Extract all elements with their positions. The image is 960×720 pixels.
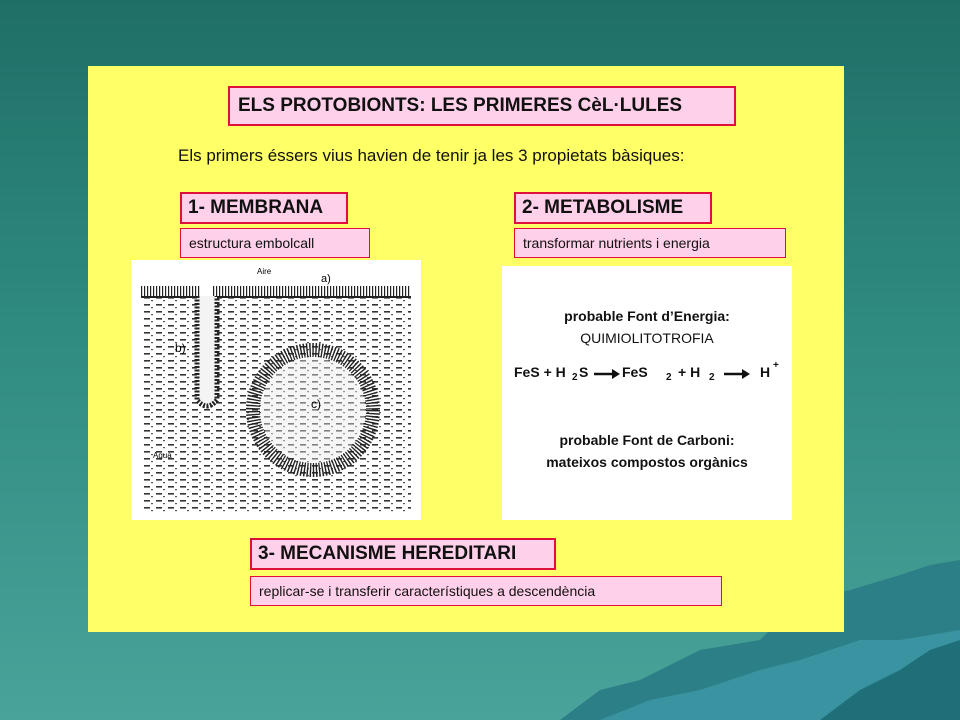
- chemical-equation: [514, 362, 784, 386]
- eq-term-1: FeS + H: [514, 364, 566, 380]
- eq-sup: +: [773, 360, 779, 371]
- carbon-source-title: probable Font de Carboni:: [559, 432, 735, 448]
- energy-source-type: QUIMIOLITOTROFIA: [580, 330, 714, 346]
- slide-title: ELS PROTOBIONTS: LES PRIMERES CèL·LULES: [228, 86, 736, 126]
- air-label: Aire: [257, 267, 272, 276]
- membrane-drawing: [131, 260, 421, 520]
- metabolism-heading: 2- METABOLISME: [514, 192, 712, 224]
- eq-sub-3: 2: [709, 372, 715, 383]
- eq-term-5: H: [760, 364, 771, 380]
- eq-term-2: S: [579, 364, 589, 380]
- hereditary-heading: 3- MECANISME HEREDITARI: [250, 538, 556, 570]
- slide-panel: [88, 66, 844, 632]
- carbon-source: mateixos compostos orgànics: [546, 454, 748, 470]
- membrane-heading: 1- MEMBRANA: [180, 192, 348, 224]
- slide-subtitle: Els primers éssers vius havien de tenir ja les 3 propietats bàsiques:: [178, 146, 685, 165]
- energy-source-title: probable Font d’Energia:: [564, 308, 730, 324]
- label-b: b): [175, 341, 186, 355]
- eq-term-3: FeS: [622, 364, 648, 380]
- metabolism-description: transformar nutrients i energia: [514, 228, 786, 258]
- eq-sub-1: 2: [572, 372, 578, 383]
- hereditary-description: replicar-se i transferir característiques a descendència: [250, 576, 722, 606]
- arrow-icon-2: [724, 368, 750, 380]
- membrane-illustration: [131, 260, 421, 520]
- label-c: c): [311, 397, 321, 411]
- arrow-icon: [594, 368, 620, 380]
- water-label: Agua: [153, 451, 172, 460]
- label-a: a): [321, 273, 331, 285]
- eq-term-4: + H: [678, 364, 701, 380]
- metabolism-panel: [502, 266, 792, 520]
- eq-sub-2: 2: [666, 372, 672, 383]
- membrane-description: estructura embolcall: [180, 228, 370, 258]
